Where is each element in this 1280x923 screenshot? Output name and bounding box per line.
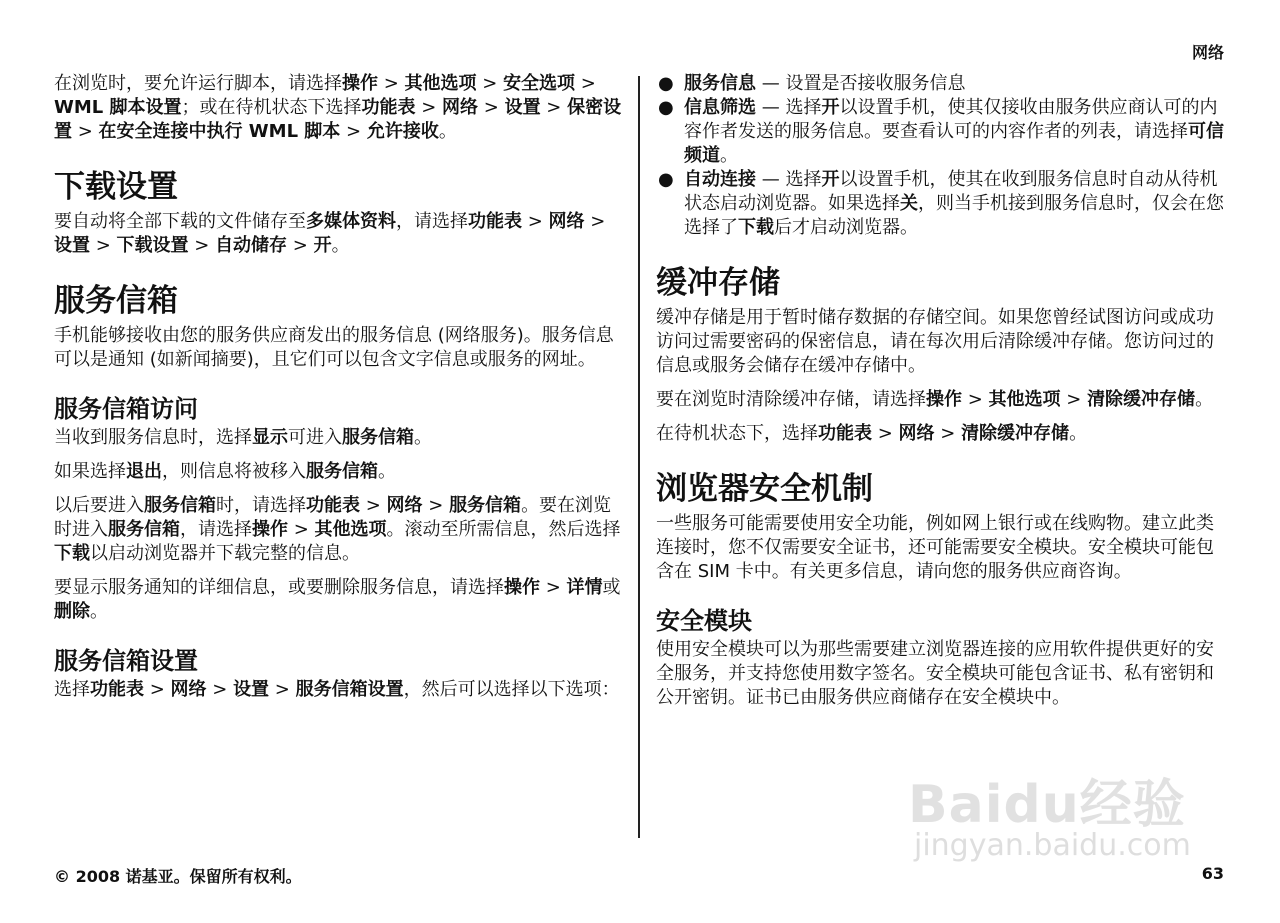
inbox-access-paragraph-3: 以后要进入服务信箱时，请选择功能表 > 网络 > 服务信箱。要在浏览时进入服务信箱，请选择操作 > 其他选项。滚动至所需信息，然后选择下载以启动浏览器并下载完整的信息。 <box>54 495 621 564</box>
heading-browser-security: 浏览器安全机制 <box>656 471 873 507</box>
left-column <box>54 72 628 712</box>
right-column <box>656 72 1228 720</box>
inbox-access-paragraph-4: 要显示服务通知的详细信息，或要删除服务信息，请选择操作 > 详情或删除。 <box>54 577 621 622</box>
watermark-logo: Baidu经验 <box>908 775 1186 835</box>
security-module-paragraph: 使用安全模块可以为那些需要建立浏览器连接的应用软件提供更好的安全服务，并支持您使用数字签名。安全模块可能包含证书、私有密钥和公开密钥。证书已由服务供应商储存在安全模块中。 <box>656 639 1214 708</box>
option-service-messages: ● 服务信息 — 设置是否接收服务信息 <box>658 73 966 94</box>
download-settings-paragraph: 要自动将全部下载的文件储存至多媒体资料，请选择功能表 > 网络 > 设置 > 下载设置 > 自动储存 > 开。 <box>54 211 606 256</box>
watermark-url: jingyan.baidu.com <box>914 828 1191 863</box>
bullet-icon: ● <box>658 169 674 190</box>
column-divider <box>638 76 640 838</box>
heading-cache: 缓冲存储 <box>656 265 780 301</box>
inbox-access-paragraph-1: 当收到服务信息时，选择显示可进入服务信箱。 <box>54 427 432 448</box>
cache-paragraph-2: 要在浏览时清除缓冲存储，请选择操作 > 其他选项 > 清除缓冲存储。 <box>656 389 1214 410</box>
heading-service-inbox-settings: 服务信箱设置 <box>54 647 198 675</box>
inbox-access-paragraph-2: 如果选择退出，则信息将被移入服务信箱。 <box>54 461 396 482</box>
baidu-watermark <box>908 762 1208 872</box>
heading-service-inbox-access: 服务信箱访问 <box>54 395 198 423</box>
heading-download-settings: 下载设置 <box>54 169 178 205</box>
browser-security-paragraph: 一些服务可能需要使用安全功能，例如网上银行或在线购物。建立此类连接时，您不仅需要安全证书，还可能需要安全模块。安全模块可能包含在 SIM 卡中。有关更多信息，请向您的服务供应商咨询。 <box>656 513 1214 582</box>
footer-page-number: 63 <box>1201 864 1224 883</box>
heading-service-inbox: 服务信箱 <box>54 283 178 319</box>
inbox-settings-paragraph: 选择功能表 > 网络 > 设置 > 服务信箱设置，然后可以选择以下选项： <box>54 679 620 700</box>
cache-paragraph-3: 在待机状态下，选择功能表 > 网络 > 清除缓冲存储。 <box>656 423 1088 444</box>
bullet-icon: ● <box>658 97 674 118</box>
inbox-options-list <box>656 72 1228 240</box>
heading-security-module: 安全模块 <box>656 607 752 635</box>
footer-copyright: © 2008 诺基亚。保留所有权利。 <box>54 867 302 886</box>
running-header-section: 网络 <box>1191 43 1224 62</box>
option-auto-connect: ● 自动连接 — 选择开以设置手机，使其在收到服务信息时自动从待机状态启动浏览器。如果选择关，则当手机接到服务信息时，仅会在您选择了下载后才启动浏览器。 <box>658 169 1224 238</box>
service-inbox-paragraph: 手机能够接收由您的服务供应商发出的服务信息 (网络服务)。服务信息可以是通知 (如新闻摘要)，且它们可以包含文字信息或服务的网址。 <box>54 325 614 370</box>
intro-paragraph: 在浏览时，要允许运行脚本，请选择操作 > 其他选项 > 安全选项 > WML 脚本设置；或在待机状态下选择功能表 > 网络 > 设置 > 保密设置 > 在安全连接中执行 WML 脚本 > 允许接收。 <box>54 73 622 142</box>
cache-paragraph-1: 缓冲存储是用于暂时储存数据的存储空间。如果您曾经试图访问或成功访问过需要密码的保密信息，请在每次用后清除缓冲存储。您访问过的信息或服务会储存在缓冲存储中。 <box>656 307 1214 376</box>
option-message-filter: ● 信息筛选 — 选择开以设置手机，使其仅接收由服务供应商认可的内容作者发送的服务信息。要查看认可的内容作者的列表，请选择可信频道。 <box>658 97 1224 166</box>
bullet-icon: ● <box>658 73 674 94</box>
